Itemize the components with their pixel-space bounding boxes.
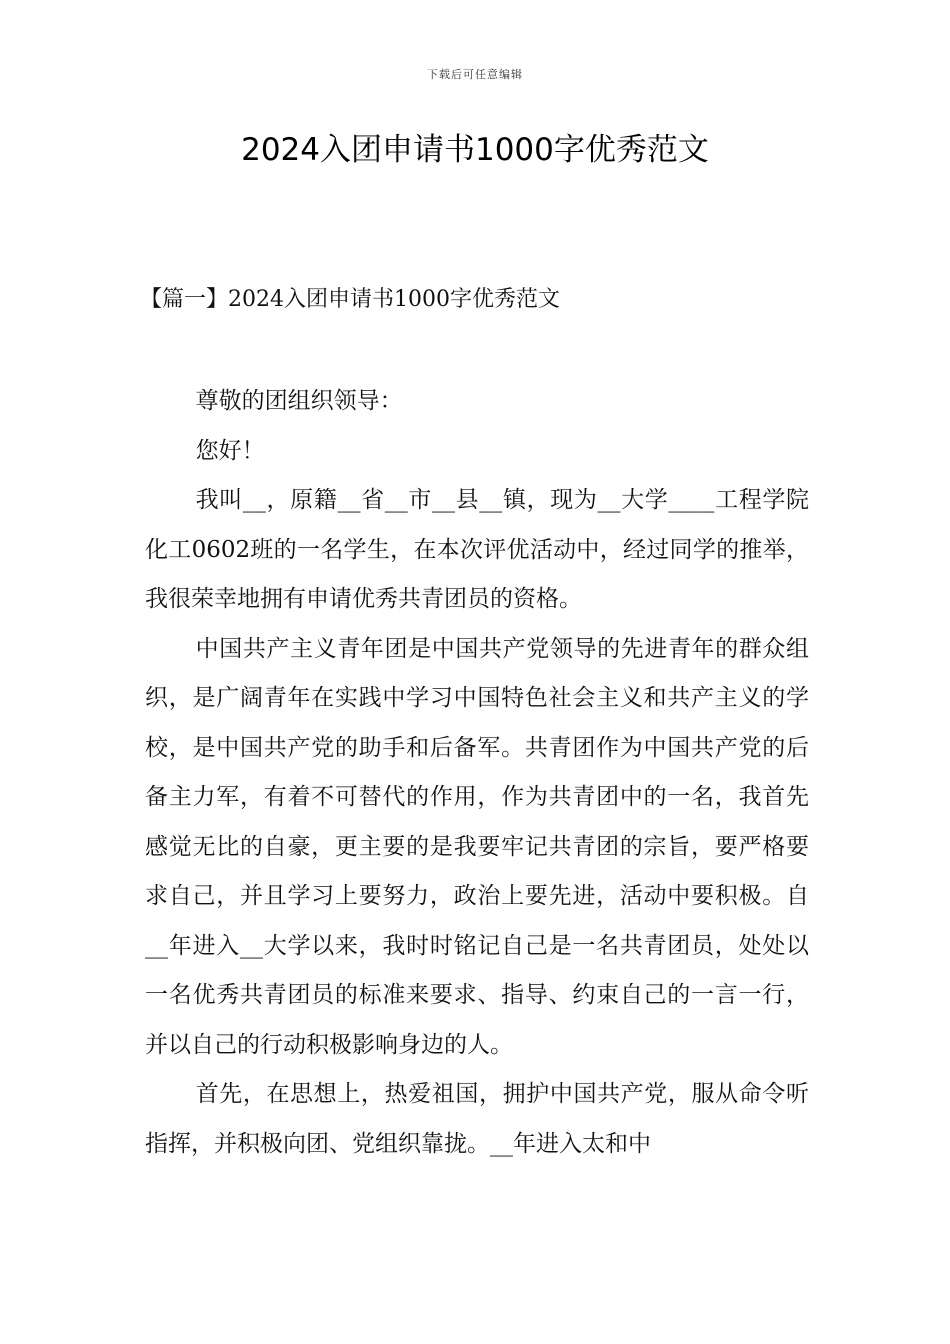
- header-note: 下载后可任意编辑: [427, 68, 523, 81]
- paragraph-thought: 首先，在思想上，热爱祖国，拥护中国共产党，服从命令听指挥，并积极向团、党组织靠拢。__年进入太和中: [145, 1081, 809, 1157]
- section-heading: 【篇一】2024入团申请书1000字优秀范文: [140, 287, 560, 312]
- salutation: 尊敬的团组织领导：: [195, 388, 403, 414]
- greeting: 您好！: [195, 437, 265, 464]
- document-title: 2024入团申请书1000字优秀范文: [241, 132, 709, 168]
- body-text: [145, 377, 809, 1169]
- paragraph-league: 中国共产主义青年团是中国共产党领导的先进青年的群众组织，是广阔青年在实践中学习中国特色社会主义和共产主义的学校，是中国共产党的助手和后备军。共青团作为中国共产党的后备主力军，有着不可替代的作用，作为共青团中的一名，我首先感觉无比的自豪，更主要的是我要牢记共青团的宗旨，要严格要求自己，并且学习上要努力，政治上要先进，活动中要积极。自__年进入__大学以来，我时时铭记自己是一名共青团员，处处以一名优秀共青团员的标准来要求、指导、约束自己的一言一行，并以自己的行动积极影响身边的人。: [145, 635, 809, 1058]
- paragraph-intro: 我叫__，原籍__省__市__县__镇，现为__大学____工程学院化工0602班的一名学生，在本次评优活动中，经过同学的推举，我很荣幸地拥有申请优秀共青团员的资格。: [145, 487, 809, 612]
